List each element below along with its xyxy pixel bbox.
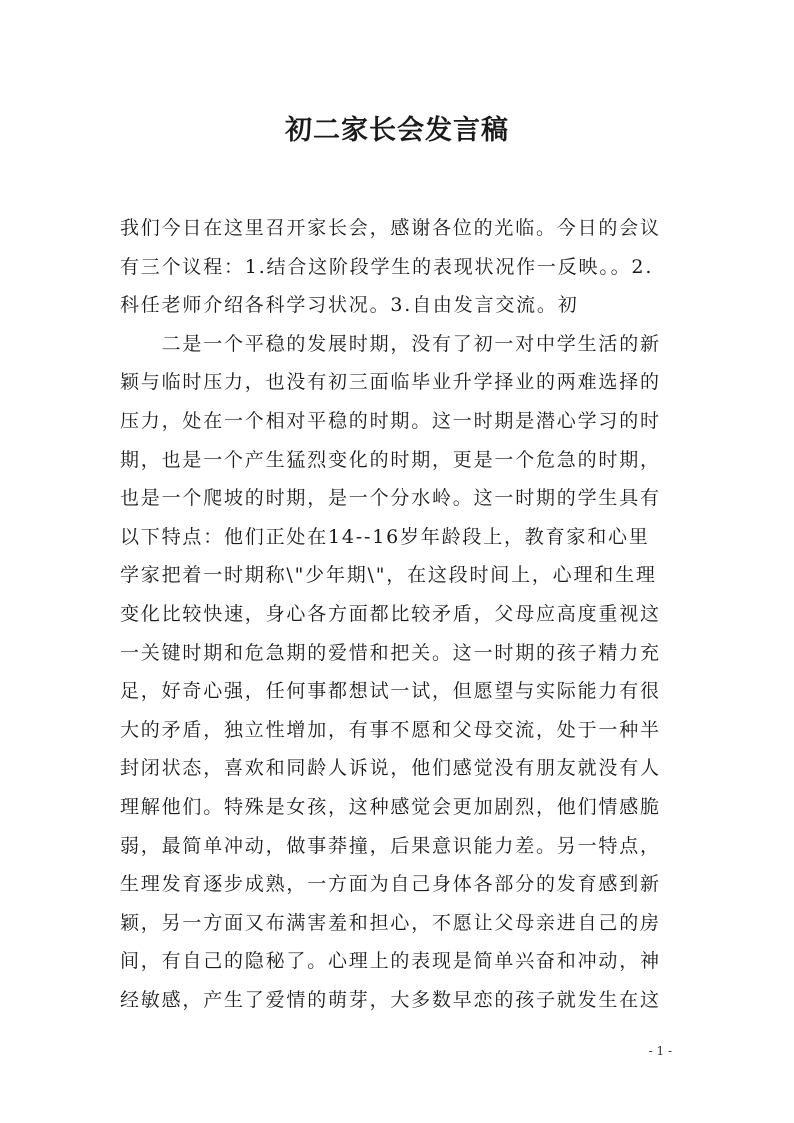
body-line: 弱，最简单冲动，做事莽撞，后果意识能力差。另一特点， <box>120 834 661 857</box>
document-body <box>120 209 680 1019</box>
page-number: - 1 - <box>648 1044 672 1058</box>
body-line: 以下特点：他们正处在14--16岁年龄段上，教育家和心里 <box>120 525 650 548</box>
body-line: 科任老师介绍各科学习状况。3.自由发言交流。初 <box>120 294 579 317</box>
body-line: 变化比较快速，身心各方面都比较矛盾，父母应高度重视这 <box>120 602 661 625</box>
body-line: 理解他们。特殊是女孩，这种感觉会更加剧烈，他们情感脆 <box>120 795 661 818</box>
body-line: 一关键时期和危急期的爱惜和把关。这一时期的孩子精力充 <box>120 641 661 664</box>
body-line: 压力，处在一个相对平稳的时期。这一时期是潜心学习的时 <box>120 409 661 432</box>
document-title: 初二家长会发言稿 <box>285 115 509 146</box>
body-line: 颖，另一方面又布满害羞和担心，不愿让父母亲进自己的房 <box>120 911 661 934</box>
body-line: 颖与临时压力，也没有初三面临毕业升学择业的两难选择的 <box>120 371 661 394</box>
body-line: 有三个议程：1.结合这阶段学生的表现状况作一反映。。2. <box>120 255 654 278</box>
body-line: 二是一个平稳的发展时期，没有了初一对中学生活的新 <box>120 332 661 355</box>
body-line: 期，也是一个产生猛烈变化的时期，更是一个危急的时期， <box>120 448 661 471</box>
body-line: 足，好奇心强，任何事都想试一试，但愿望与实际能力有很 <box>120 680 661 703</box>
body-line: 生理发育逐步成熟，一方面为自己身体各部分的发育感到新 <box>120 873 661 896</box>
body-line: 经敏感，产生了爱情的萌芽，大多数早恋的孩子就发生在这 <box>120 988 661 1011</box>
body-line: 封闭状态，喜欢和同龄人诉说，他们感觉没有朋友就没有人 <box>120 757 661 780</box>
body-line: 也是一个爬坡的时期，是一个分水岭。这一时期的学生具有 <box>120 487 661 510</box>
body-line: 间，有自己的隐秘了。心理上的表现是简单兴奋和冲动，神 <box>120 950 661 973</box>
body-line: 我们今日在这里召开家长会，感谢各位的光临。今日的会议 <box>120 217 661 239</box>
body-line: 大的矛盾，独立性增加，有事不愿和父母交流，处于一种半 <box>120 718 661 741</box>
body-line: 学家把着一时期称\"少年期\"，在这段时间上，心理和生理 <box>120 564 657 587</box>
